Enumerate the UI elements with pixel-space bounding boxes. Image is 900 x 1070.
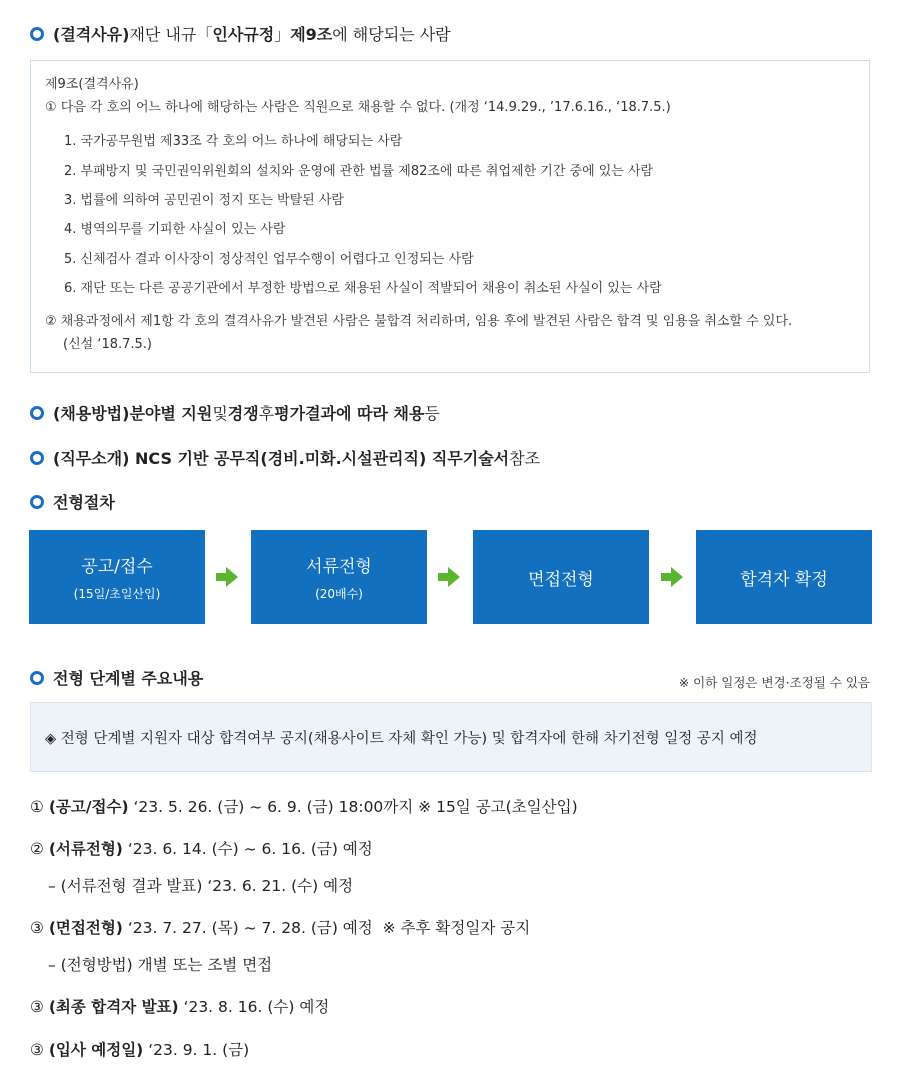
notice-box [30,702,872,772]
bullet-circle-icon [30,451,44,465]
flow-step-title: 면접전형 [528,569,594,590]
flow-step-sub: (15일/초일산입) [73,587,161,601]
schedule-item [30,916,530,938]
bullet-circle-icon [30,27,44,41]
arrow-right-icon [661,567,683,587]
flow-step-title: 합격자 확정 [740,569,828,590]
rule-para-1: ① 다음 각 호의 어느 하나에 해당하는 사람은 직원으로 채용할 수 없다. (개정 ‘14.9.29., ’17.6.16., ‘18.7.5.) [45,100,671,115]
bullet-circle-icon [30,671,44,685]
schedule-text: ‘23. 9. 1. (금) [143,1041,250,1059]
rule-name: 인사규정 [212,25,275,44]
rule-item: 6. 재단 또는 다른 공공기관에서 부정한 방법으로 채용된 사실이 적발되어 채용이 취소된 사실이 있는 사람 [64,281,662,296]
flow-step-interview [473,530,649,624]
stages-label: 전형 단계별 주요내용 [53,669,204,688]
method-part: 후 [258,404,275,423]
schedule-subitem [48,874,353,896]
method-part: 분야별 지원 [129,404,213,423]
job-tail: 참조 [509,449,541,468]
schedule-label: (면접전형) [48,919,123,937]
disqualify-label: (결격사유) [53,25,130,44]
procedure-heading [30,490,115,513]
flow-step-title: 공고/접수 [81,557,153,577]
schedule-text: ‘23. 8. 16. (수) 예정 [178,998,330,1016]
notice-text: ◈ 전형 단계별 지원자 대상 합격여부 공지(채용사이트 자체 확인 가능) 및 합격자에 한해 차기전형 일정 공지 예정 [45,730,758,747]
schedule-label: (서류전형) [48,840,123,858]
schedule-num: ③ [30,1041,49,1059]
flow-step-sub: (20배수) [315,587,363,601]
schedule-num: ② [30,840,49,858]
disqualify-text: 재단 내규「 [129,25,213,44]
rule-item: 1. 국가공무원법 제33조 각 호의 어느 하나에 해당되는 사람 [64,134,403,149]
rule-item: 4. 병역의무를 기피한 사실이 있는 사람 [64,222,286,237]
schedule-num: ① [30,798,49,816]
rule-title: 제9조(결격사유) [45,77,139,92]
disqualify-heading [30,22,451,45]
arrow-right-icon [438,567,460,587]
schedule-sub-text: – (전형방법) 개별 또는 조별 면접 [48,956,273,974]
arrow-right-icon [216,567,238,587]
schedule-label: (입사 예정일) [48,1041,144,1059]
bullet-circle-icon [30,406,44,420]
method-part: 경쟁 [227,404,259,423]
job-label: (직무소개) NCS 기반 공무직(경비.미화.시설관리직) 직무기술서 [53,449,510,468]
rule-para-2-note: (신설 ‘18.7.5.) [63,337,153,352]
rule-box [30,60,870,373]
schedule-num: ③ [30,998,49,1016]
method-part: 및 [212,404,228,423]
schedule-change-note: ※ 이하 일정은 변경·조정될 수 있음 [678,675,870,690]
disqualify-tail: 에 해당되는 사람 [332,25,451,44]
schedule-text: ‘23. 7. 27. (목) ~ 7. 28. (금) 예정 ※ 추후 확정일자 공지 [122,919,531,937]
bracket-close: 」 [274,25,291,44]
job-heading [30,446,540,469]
flow-step-final [696,530,872,624]
flow-step-document [251,530,427,624]
schedule-num: ③ [30,919,49,937]
method-part: 등 [424,404,440,423]
schedule-text: ‘23. 6. 14. (수) ~ 6. 16. (금) 예정 [122,840,373,858]
method-label: (채용방법) [53,404,130,423]
schedule-text: ‘23. 5. 26. (금) ~ 6. 9. (금) 18:00까지 ※ 15일 공고(초일산입) [128,798,578,816]
article-number: 제9조 [290,25,333,44]
schedule-label: (공고/접수) [48,798,129,816]
schedule-sub-text: – (서류전형 결과 발표) ‘23. 6. 21. (수) 예정 [48,877,354,895]
schedule-item [30,795,578,817]
bullet-circle-icon [30,495,44,509]
rule-para-2: ② 채용과정에서 제1항 각 호의 결격사유가 발견된 사람은 불합격 처리하며, 임용 후에 발견된 사람은 합격 및 임용을 취소할 수 있다. [45,314,793,329]
schedule-subitem [48,953,272,975]
method-heading [30,401,440,424]
schedule-label: (최종 합격자 발표) [48,998,179,1016]
schedule-item [30,995,329,1017]
flow-step-title: 서류전형 [306,557,372,577]
rule-item: 3. 법률에 의하여 공민권이 정지 또는 박탈된 사람 [64,193,344,208]
stages-heading [30,666,203,689]
schedule-item [30,1038,249,1060]
method-part: 평가결과에 따라 채용 [274,404,425,423]
schedule-item [30,837,373,859]
flow-step-announce [29,530,205,624]
rule-item: 2. 부패방지 및 국민권익위원회의 설치와 운영에 관한 법률 제82조에 따른 취업제한 기간 중에 있는 사람 [64,164,654,179]
rule-item: 5. 신체검사 결과 이사장이 정상적인 업무수행이 어렵다고 인정되는 사람 [64,252,474,267]
procedure-label: 전형절차 [53,493,115,512]
